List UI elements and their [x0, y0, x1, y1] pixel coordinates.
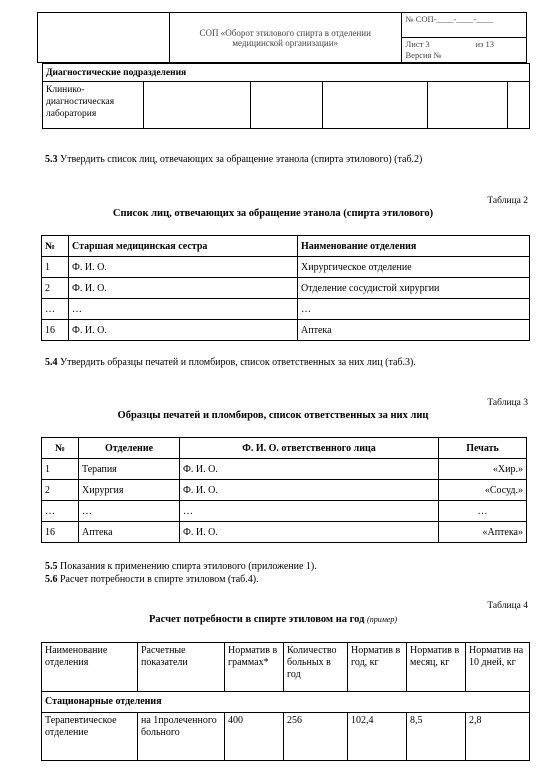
table-cell: … — [42, 501, 79, 522]
responsible-persons-table — [41, 235, 530, 341]
table-cell — [251, 82, 323, 129]
col-header: Наименование отделения — [298, 236, 530, 257]
diagnostic-table — [42, 63, 530, 129]
table-cell: 2 — [42, 480, 79, 501]
table-row — [42, 278, 530, 299]
table-cell: Ф. И. О. — [180, 480, 439, 501]
table-cell: 1 — [42, 257, 69, 278]
para-number: 5.6 — [45, 574, 58, 585]
col-header: Норматив в граммах* — [225, 643, 284, 692]
col-header: Старшая медицинская сестра — [69, 236, 298, 257]
paragraph-5-3 — [45, 154, 422, 165]
para-text: Расчет потребности в спирте этиловом (таб.4). — [57, 574, 259, 585]
col-header: Количество больных в год — [284, 643, 348, 692]
table-cell: «Сосуд.» — [439, 480, 527, 501]
logo-cell — [38, 13, 170, 63]
table-cell — [508, 82, 530, 129]
table3-caption: Таблица 3 — [487, 398, 528, 408]
table-row — [42, 480, 527, 501]
doc-number: № СОП-____-____-____ — [401, 13, 527, 38]
para-number: 5.5 — [45, 561, 58, 572]
para-text: Утвердить образцы печатей и пломбиров, список ответственных за них лиц (таб.3). — [57, 357, 416, 368]
table-cell: … — [79, 501, 180, 522]
col-header: Норматив в год, кг — [348, 643, 407, 692]
table3-title: Образцы печатей и пломбиров, список ответственных за них лиц — [117, 410, 429, 421]
table-cell: Хирургическое отделение — [298, 257, 530, 278]
table-row — [42, 501, 527, 522]
table-row — [42, 257, 530, 278]
sheet-total: из 13 — [475, 39, 494, 49]
lab-label: Клинико-диагностическая лаборатория — [43, 82, 144, 129]
table4-title-line — [0, 614, 546, 625]
sheet-version-cell — [401, 38, 527, 63]
table-row — [42, 459, 527, 480]
seals-table — [41, 437, 527, 543]
table-cell: Аптека — [298, 320, 530, 341]
col-header: Расчетные показатели — [138, 643, 225, 692]
table2-title: Список лиц, отвечающих за обращение этанола (спирта этилового) — [112, 208, 434, 219]
col-header: Печать — [439, 438, 527, 459]
col-header: Отделение — [79, 438, 180, 459]
table-cell: Ф. И. О. — [69, 320, 298, 341]
col-header: Норматив в месяц, кг — [407, 643, 466, 692]
paragraph-5-4 — [45, 357, 416, 368]
table-cell: Ф. И. О. — [180, 459, 439, 480]
table-row — [42, 320, 530, 341]
para-number: 5.3 — [45, 154, 58, 165]
paragraph-5-5 — [45, 561, 317, 572]
table-row — [42, 522, 527, 543]
table-cell: «Хир.» — [439, 459, 527, 480]
col-header: Норматив на 10 дней, кг — [466, 643, 530, 692]
table-cell: … — [69, 299, 298, 320]
para-text: Утвердить список лиц, отвечающих за обращение этанола (спирта этилового) (таб.2) — [57, 154, 423, 165]
table-cell: … — [439, 501, 527, 522]
table-cell: 102,4 — [348, 713, 407, 761]
table-cell: Терапевтическое отделение — [42, 713, 138, 761]
demand-table — [41, 642, 530, 761]
section-label: Стационарные отделения — [42, 692, 530, 713]
version-label: Версия № — [405, 50, 442, 60]
table-cell: 256 — [284, 713, 348, 761]
table-cell — [428, 82, 508, 129]
table-cell: 2 — [42, 278, 69, 299]
table-cell: Аптека — [79, 522, 180, 543]
table-cell: 8,5 — [407, 713, 466, 761]
col-header: № — [42, 236, 69, 257]
table4-title-note: (пример) — [367, 615, 398, 624]
col-header: № — [42, 438, 79, 459]
table-cell: … — [180, 501, 439, 522]
paragraph-5-6 — [45, 574, 259, 585]
table-cell: Ф. И. О. — [180, 522, 439, 543]
table-cell: Терапия — [79, 459, 180, 480]
table-cell: на 1пролеченного больного — [138, 713, 225, 761]
document-header — [37, 12, 527, 63]
table-cell — [323, 82, 428, 129]
sheet-number: Лист 3 — [405, 39, 430, 49]
col-header: Ф. И. О. ответственного лица — [180, 438, 439, 459]
table-cell: «Аптека» — [439, 522, 527, 543]
table-cell — [144, 82, 251, 129]
table-cell: Ф. И. О. — [69, 278, 298, 299]
table2-caption: Таблица 2 — [487, 196, 528, 206]
table-cell: Хирургия — [79, 480, 180, 501]
para-text: Показания к применению спирта этилового (приложение 1). — [57, 561, 317, 572]
sop-title: СОП «Оборот этилового спирта в отделении медицинской организации» — [169, 13, 401, 63]
table-cell: 2,8 — [466, 713, 530, 761]
table-cell: … — [298, 299, 530, 320]
table-cell: 400 — [225, 713, 284, 761]
table4-title: Расчет потребности в спирте этиловом на год — [148, 614, 365, 625]
table-row — [42, 299, 530, 320]
table-cell: Отделение сосудистой хирургии — [298, 278, 530, 299]
para-number: 5.4 — [45, 357, 58, 368]
table-cell: … — [42, 299, 69, 320]
table-cell: 16 — [42, 320, 69, 341]
table4-caption: Таблица 4 — [487, 601, 528, 611]
table-cell: 1 — [42, 459, 79, 480]
table-cell: Ф. И. О. — [69, 257, 298, 278]
diagnostic-title: Диагностические подразделения — [43, 64, 530, 82]
table-row — [42, 713, 530, 761]
table-cell: 16 — [42, 522, 79, 543]
col-header: Наименование отделения — [42, 643, 138, 692]
